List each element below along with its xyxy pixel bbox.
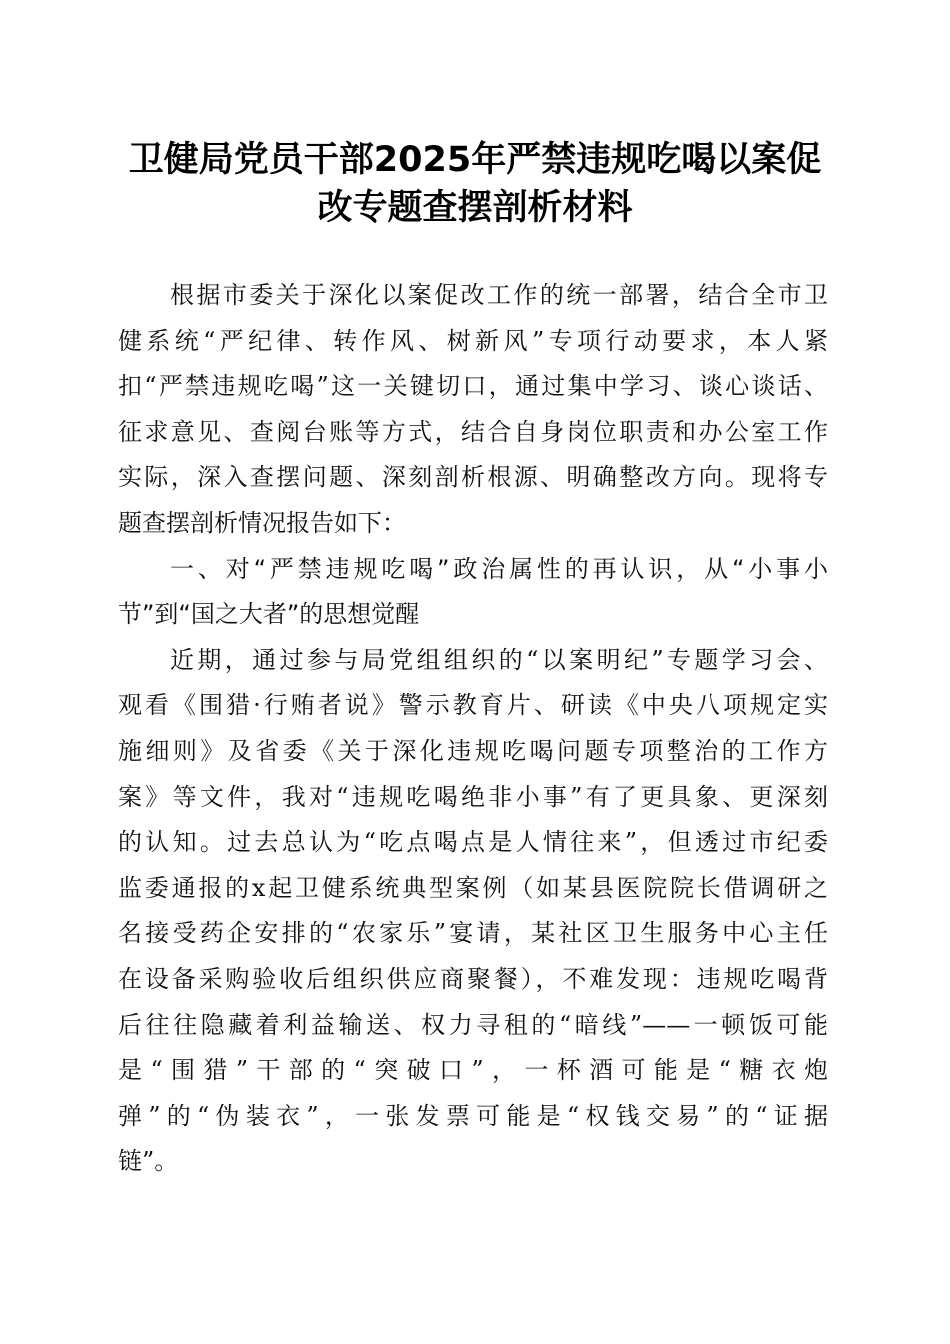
title-line-1: 卫健局党员干部2025年严禁违规吃喝以案促 [128, 140, 822, 180]
intro-paragraph [118, 273, 828, 547]
paragraph-line: 实际，深入查摆问题、深刻剖析根源、明确整改方向。现将专 [118, 463, 828, 492]
paragraph-line: 根据市委关于深化以案促改工作的统一部署，结合全市卫 [170, 281, 828, 309]
paragraph-line: 近期，通过参与局党组组织的“以案明纪”专题学习会、 [170, 645, 828, 674]
document-title [100, 136, 850, 232]
paragraph-line: 链”。 [118, 1147, 179, 1176]
paragraph-line: 是“围猎”干部的“突破口”，一杯酒可能是“糖衣炮 [118, 1056, 828, 1085]
paragraph-line: 弹”的“伪装衣”，一张发票可能是“权钱交易”的“证据 [118, 1101, 828, 1130]
paragraph-line: 案》等文件，我对“违规吃喝绝非小事”有了更具象、更深刻 [118, 782, 828, 811]
paragraph-line: 后往往隐藏着利益输送、权力寻租的“暗线”——一顿饭可能 [118, 1010, 828, 1039]
paragraph-line: 观看《围猎·行贿者说》警示教育片、研读《中央八项规定实 [118, 691, 828, 720]
paragraph-line: 扣“严禁违规吃喝”这一关键切口，通过集中学习、谈心谈话、 [118, 372, 828, 401]
section-heading-1 [118, 547, 828, 638]
paragraph-line: 的认知。过去总认为“吃点喝点是人情往来”，但透过市纪委 [118, 828, 828, 857]
paragraph-line: 在设备采购验收后组织供应商聚餐），不难发现：违规吃喝背 [118, 964, 828, 993]
paragraph-line: 施细则》及省委《关于深化违规吃喝问题专项整治的工作方 [118, 736, 828, 765]
paragraph-line: 健系统“严纪律、转作风、树新风”专项行动要求，本人紧 [118, 326, 828, 355]
heading-line: 节”到“国之大者”的思想觉醒 [118, 600, 420, 629]
paragraph-line: 名接受药企安排的“农家乐”宴请，某社区卫生服务中心主任 [118, 919, 828, 948]
document-body [118, 273, 828, 1185]
paragraph-line: 监委通报的x起卫健系统典型案例（如某县医院院长借调研之 [118, 873, 828, 902]
paragraph-line: 征求意见、查阅台账等方式，结合自身岗位职责和办公室工作 [118, 417, 828, 446]
heading-line: 一、对“严禁违规吃喝”政治属性的再认识，从“小事小 [170, 554, 828, 583]
section-1-paragraph [118, 638, 828, 1185]
title-line-2: 改专题查摆剖析材料 [317, 188, 633, 228]
paragraph-line: 题查摆剖析情况报告如下： [118, 508, 406, 537]
